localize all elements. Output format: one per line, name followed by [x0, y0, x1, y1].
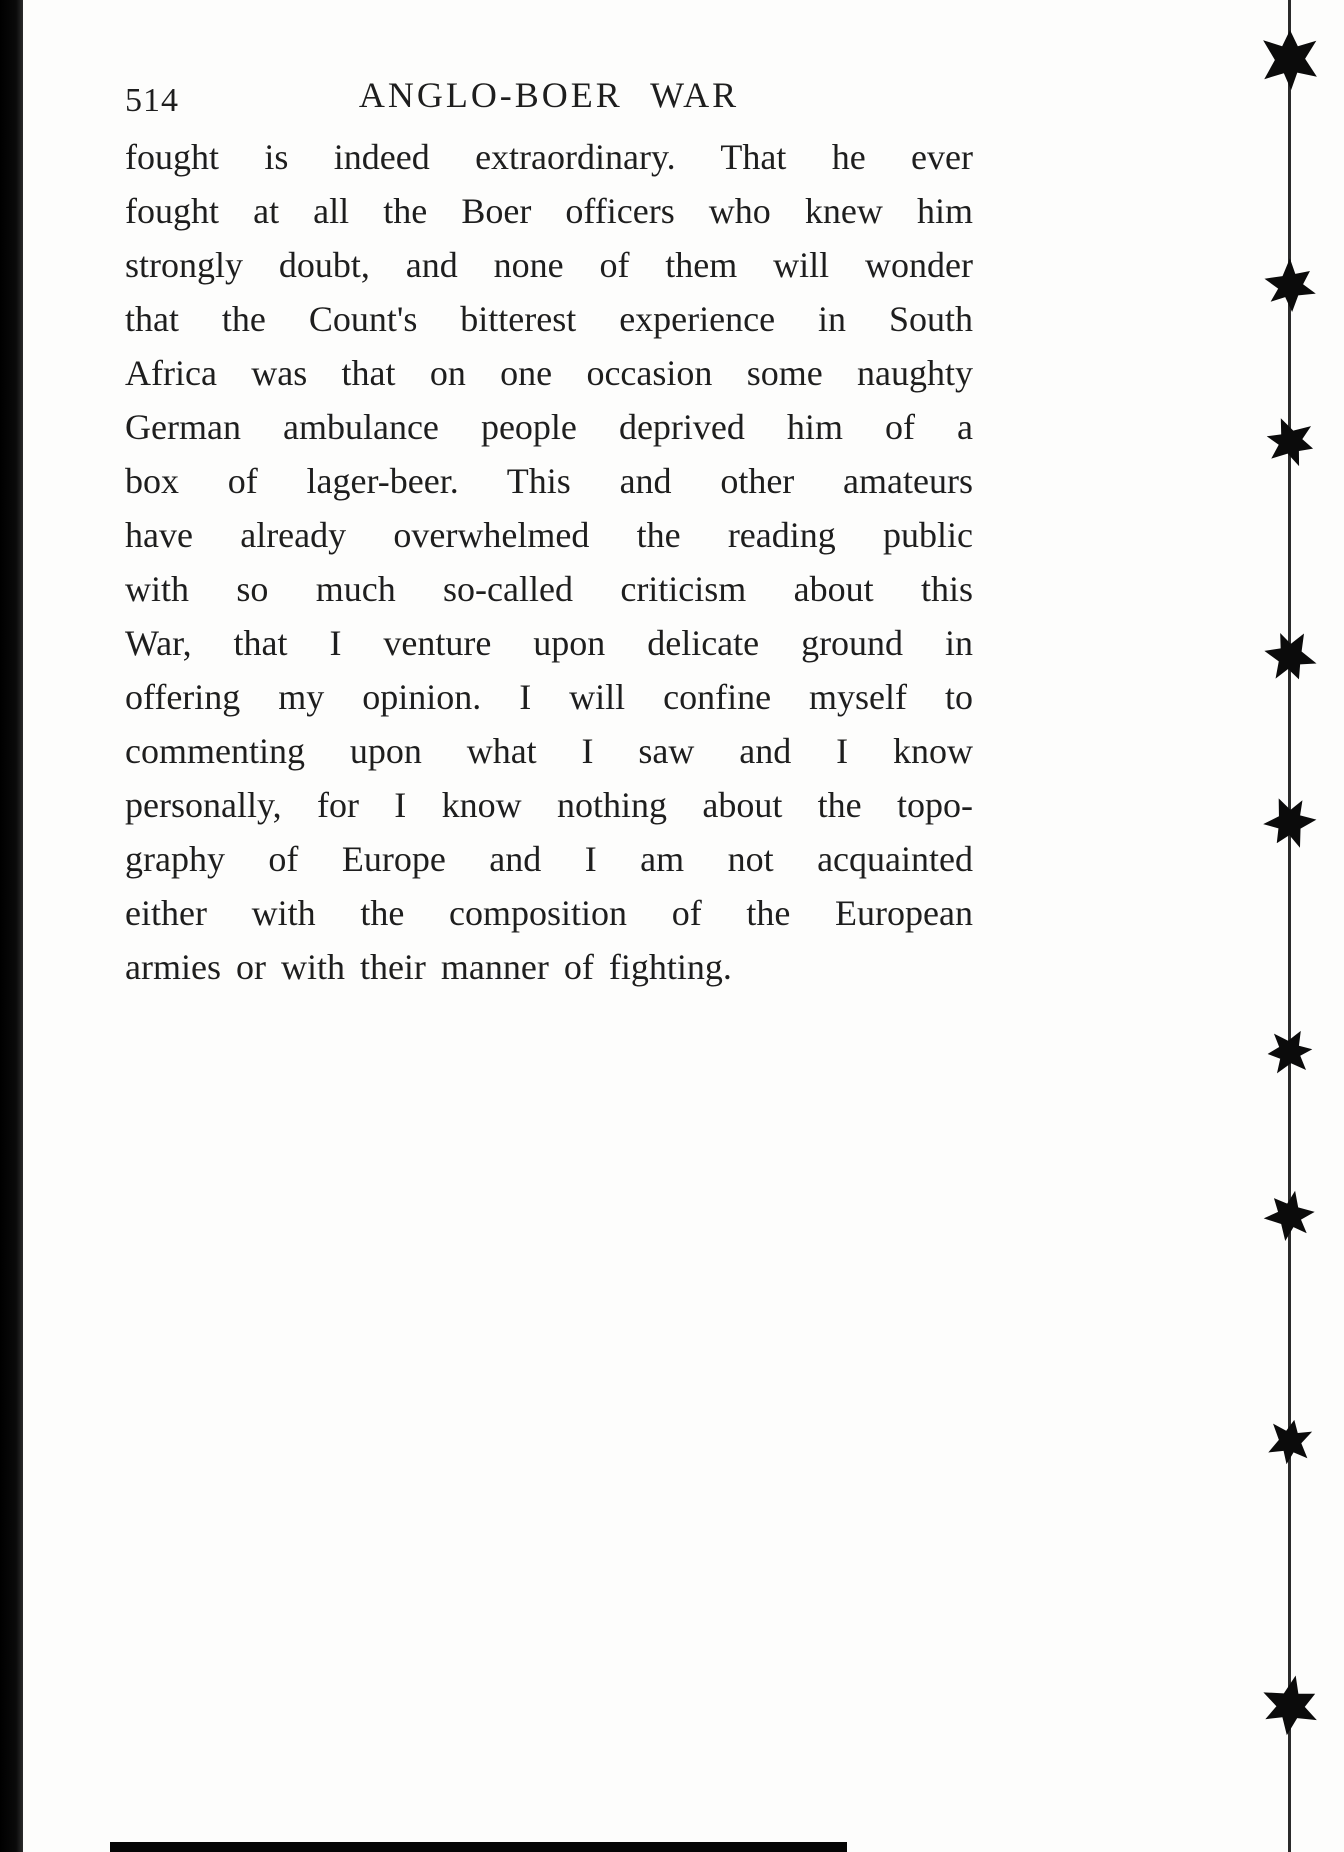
left-binding-bar	[0, 0, 23, 1852]
body-line: with so much so-called criticism about this	[125, 569, 973, 609]
body-line: strongly doubt, and none of them will wonder	[125, 245, 973, 285]
body-line: War, that I venture upon delicate ground in	[125, 623, 973, 663]
body-line: commenting upon what I saw and I know	[125, 731, 973, 771]
body-line: fought at all the Boer officers who knew him	[125, 191, 973, 231]
body-line: graphy of Europe and I am not acquainted	[125, 839, 973, 879]
running-header: ANGLO-BOER WAR	[358, 75, 740, 115]
body-line: either with the composition of the European	[125, 893, 973, 933]
body-line: have already overwhelmed the reading public	[125, 515, 973, 555]
page-number: 514	[125, 82, 179, 119]
body-line: fought is indeed extraordinary. That he ever	[125, 137, 973, 177]
body-line: German ambulance people deprived him of a	[125, 407, 973, 447]
body-text	[125, 130, 973, 994]
body-line: personally, for I know nothing about the topo-	[125, 785, 973, 825]
body-line: that the Count's bitterest experience in South	[125, 299, 973, 339]
ink-ornament-icon	[1262, 30, 1318, 90]
bottom-scan-bar	[110, 1842, 847, 1852]
body-line: offering my opinion. I will confine myself to	[125, 677, 973, 717]
body-line: armies or with their manner of fighting.	[125, 947, 732, 987]
page-header	[125, 74, 973, 124]
body-line: Africa was that on one occasion some naughty	[125, 353, 973, 393]
body-line: box of lager-beer. This and other amateurs	[125, 461, 973, 501]
